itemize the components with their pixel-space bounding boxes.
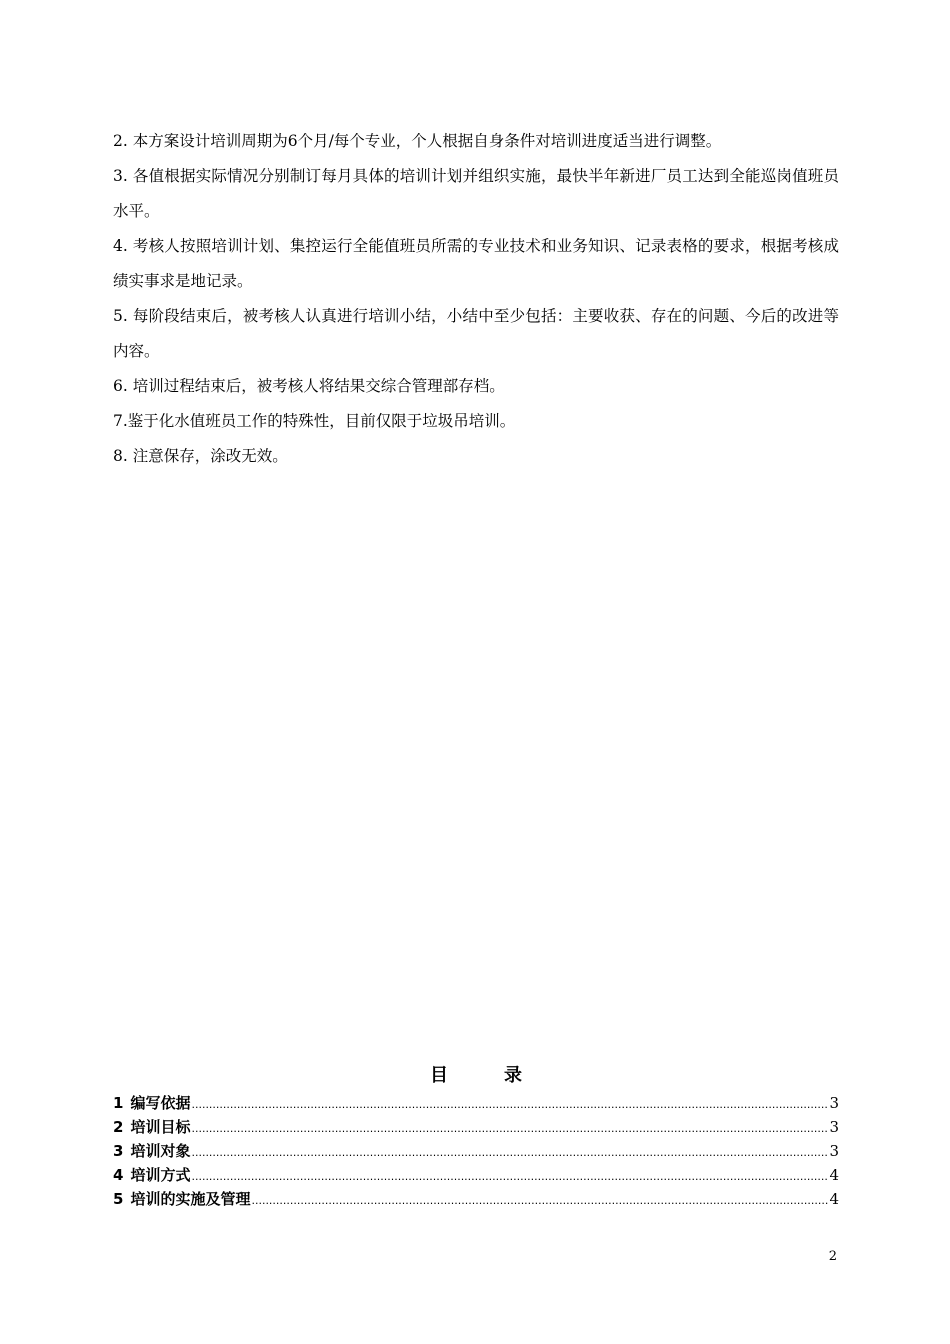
toc-entry-page: 4 [829, 1166, 839, 1184]
note-item: 4. 考核人按照培训计划、集控运行全能值班员所需的专业技术和业务知识、记录表格的要求，根据考核成绩实事求是地记录。 [113, 237, 839, 290]
toc-entry-number: 3 [113, 1142, 124, 1160]
toc-entry-page: 3 [829, 1142, 839, 1160]
toc-entry[interactable] [113, 1091, 839, 1115]
note-item: 8. 注意保存，涂改无效。 [113, 447, 288, 465]
toc-entry-number: 5 [113, 1190, 124, 1208]
toc-title [113, 1061, 839, 1091]
note-item: 2. 本方案设计培训周期为6个月/每个专业，个人根据自身条件对培训进度适当进行调整。 [113, 132, 722, 150]
toc-leader-dots [251, 1189, 828, 1213]
note-item: 7.鉴于化水值班员工作的特殊性，目前仅限于垃圾吊培训。 [113, 412, 516, 430]
toc-entry-page: 3 [829, 1094, 839, 1112]
toc-title-right: 录 [504, 1065, 522, 1086]
toc-entry-number: 1 [113, 1094, 124, 1112]
toc-leader-dots [191, 1117, 828, 1141]
toc-leader-dots [191, 1093, 828, 1117]
page-number: 2 [828, 1249, 837, 1264]
note-item: 3. 各值根据实际情况分别制订每月具体的培训计划并组织实施，最快半年新进厂员工达到全能巡岗值班员水平。 [113, 167, 839, 220]
toc-entry[interactable] [113, 1139, 839, 1163]
toc-entry[interactable] [113, 1187, 839, 1211]
toc-entry-number: 2 [113, 1118, 124, 1136]
toc-entry[interactable] [113, 1115, 839, 1139]
toc-entry-number: 4 [113, 1166, 124, 1184]
toc-entry-label: 培训的实施及管理 [130, 1190, 251, 1208]
toc-leader-dots [191, 1165, 828, 1189]
toc-entry[interactable] [113, 1163, 839, 1187]
toc-entry-page: 4 [829, 1190, 839, 1208]
table-of-contents [113, 1061, 839, 1211]
toc-title-left: 目 [430, 1065, 448, 1086]
toc-entry-label: 编写依据 [130, 1094, 191, 1112]
note-item: 6. 培训过程结束后，被考核人将结果交综合管理部存档。 [113, 377, 505, 395]
note-item: 5. 每阶段结束后，被考核人认真进行培训小结，小结中至少包括：主要收获、存在的问题、今后的改进等内容。 [113, 307, 839, 360]
toc-entry-label: 培训方式 [130, 1166, 191, 1184]
toc-list [113, 1091, 839, 1211]
toc-leader-dots [191, 1141, 828, 1165]
notes-list [113, 124, 839, 474]
toc-entry-label: 培训目标 [130, 1118, 191, 1136]
toc-entry-page: 3 [829, 1118, 839, 1136]
toc-entry-label: 培训对象 [130, 1142, 191, 1160]
